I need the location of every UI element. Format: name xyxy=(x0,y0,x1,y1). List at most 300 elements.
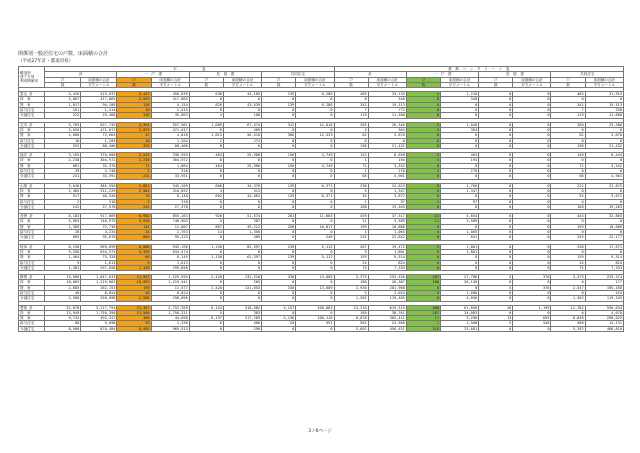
table-cell: 1 xyxy=(406,199,440,204)
column-unit-count: 数 xyxy=(45,82,81,87)
table-cell: 241 xyxy=(117,174,151,179)
table-cell: 0 xyxy=(479,163,513,168)
table-cell: 0 xyxy=(479,310,513,315)
table-cell: 142 xyxy=(334,153,368,158)
table-cell: 1,529,594 xyxy=(151,275,189,280)
table-cell: 6,137 xyxy=(189,316,223,321)
table-cell: 0 xyxy=(513,174,551,179)
table-cell: 0 xyxy=(513,97,551,102)
table-cell: 6,371 xyxy=(296,183,334,188)
table-cell: 0 xyxy=(585,97,623,102)
table-cell: 56,518 xyxy=(223,133,261,138)
table-cell: 2,485 xyxy=(45,188,81,193)
table-cell: 0 xyxy=(479,169,513,174)
table-cell: 4 xyxy=(334,230,368,235)
table-cell: 0 xyxy=(189,169,223,174)
table-cell: 0 xyxy=(551,219,585,224)
table-cell: 24 xyxy=(551,260,585,265)
usage-label: 持 家 xyxy=(20,158,31,163)
usage-label: 貸 家 xyxy=(20,133,31,138)
subgroup-header: 計 xyxy=(45,72,117,77)
table-cell: 0 xyxy=(513,249,551,254)
column-unit-count: 数 xyxy=(117,82,151,87)
table-cell: 168 xyxy=(334,204,368,209)
table-cell: 2,763 xyxy=(151,230,189,235)
table-cell: 258,098 xyxy=(151,296,189,301)
table-cell: 0 xyxy=(406,235,440,240)
table-cell: 9,732 xyxy=(45,316,81,321)
table-cell: 0 xyxy=(296,249,334,254)
table-cell: 9 xyxy=(334,249,368,254)
table-cell: 1,204 xyxy=(81,138,117,143)
usage-label: 分譲住宅 xyxy=(20,204,35,209)
table-cell: 1,389 xyxy=(45,224,81,229)
table-cell: 7 xyxy=(551,108,585,113)
table-cell: 2,588 xyxy=(45,296,81,301)
table-cell: 468,810 xyxy=(585,326,623,331)
table-cell: 627,745 xyxy=(81,122,117,127)
table-cell: 274 xyxy=(223,138,261,143)
table-cell: 71 xyxy=(117,163,151,168)
table-cell: 8,078 xyxy=(334,316,368,321)
prefecture-name: 静岡 xyxy=(20,275,28,280)
table-cell: 0 xyxy=(513,127,551,132)
table-cell: 0 xyxy=(585,127,623,132)
table-cell: 5 xyxy=(479,275,513,280)
table-cell: 4 xyxy=(406,230,440,235)
table-cell: 2,420 xyxy=(189,285,223,290)
table-cell: 119 xyxy=(551,113,585,118)
table-cell: 180 xyxy=(334,280,368,285)
table-cell: 318 xyxy=(151,169,189,174)
table-cell: 0 xyxy=(406,143,440,148)
table-cell: 1 xyxy=(406,321,440,326)
table-cell: 0 xyxy=(440,163,478,168)
table-cell: 95,223 xyxy=(151,235,189,240)
table-cell: 0 xyxy=(296,296,334,301)
table-cell: 19,203 xyxy=(368,204,406,209)
table-cell: 855,163 xyxy=(151,214,189,219)
table-cell: 0 xyxy=(406,108,440,113)
table-cell: 16 xyxy=(45,138,81,143)
table-cell: 44,696 xyxy=(151,316,189,321)
table-cell: 7 xyxy=(334,108,368,113)
table-cell: 80,406 xyxy=(81,143,117,148)
table-cell: 1,750,390 xyxy=(81,310,117,315)
table-cell: 330 xyxy=(262,285,296,290)
table-cell: 0 xyxy=(296,188,334,193)
usage-label: 給与住宅 xyxy=(20,321,35,326)
table-cell: 10,063 xyxy=(117,280,151,285)
table-cell: 0 xyxy=(551,97,585,102)
table-cell: 2,230 xyxy=(117,158,151,163)
table-cell: 6,145 xyxy=(151,255,189,260)
table-cell: 0 xyxy=(479,102,513,107)
table-cell: 12,957 xyxy=(117,275,151,280)
table-cell: 385,956 xyxy=(81,183,117,188)
table-cell: 0 xyxy=(262,127,296,132)
subgroup-header: 共同住宅 xyxy=(551,72,624,77)
table-cell: 0 xyxy=(513,290,551,295)
table-cell: 198 xyxy=(334,143,368,148)
table-cell: 376 xyxy=(513,285,551,290)
table-cell: 5 xyxy=(334,290,368,295)
usage-label: 持 家 xyxy=(20,97,31,102)
table-cell: 0 xyxy=(513,122,551,127)
table-cell: 0 xyxy=(513,255,551,260)
table-cell: 15,566 xyxy=(45,275,81,280)
table-cell: 0 xyxy=(551,230,585,235)
table-cell: 1,065 xyxy=(368,230,406,235)
table-cell: 1 xyxy=(406,158,440,163)
table-cell: 8,444 xyxy=(585,153,623,158)
table-cell: 139 xyxy=(262,244,296,249)
table-cell: 1,046 xyxy=(440,122,478,127)
table-cell: 5 xyxy=(189,310,223,315)
table-cell: 40 xyxy=(117,290,151,295)
table-cell: 0 xyxy=(262,260,296,265)
table-cell: 3 xyxy=(406,153,440,158)
table-cell: 0 xyxy=(406,224,440,229)
table-cell: 0 xyxy=(551,158,585,163)
table-cell: 5 xyxy=(189,219,223,224)
table-cell: 0 xyxy=(479,235,513,240)
table-cell: 318 xyxy=(117,113,151,118)
table-cell: 95,870 xyxy=(81,235,117,240)
table-cell: 0 xyxy=(189,143,223,148)
table-cell: 0 xyxy=(223,199,261,204)
table-cell: 464 xyxy=(440,153,478,158)
table-cell: 199 xyxy=(551,224,585,229)
table-cell: 0 xyxy=(262,230,296,235)
table-cell: 0 xyxy=(262,188,296,193)
table-cell: 330 xyxy=(262,275,296,280)
table-cell: 0 xyxy=(262,310,296,315)
table-cell: 317,269 xyxy=(223,316,261,321)
table-cell: 342 xyxy=(551,102,585,107)
table-cell: 5 xyxy=(479,321,513,326)
table-cell: 0 xyxy=(406,163,440,168)
table-cell: 156 xyxy=(262,153,296,158)
table-cell: 26,307 xyxy=(368,280,406,285)
usage-label: 計 xyxy=(29,305,33,310)
table-cell: 0 xyxy=(189,204,223,209)
table-cell: 0 xyxy=(223,265,261,270)
table-cell: 0 xyxy=(189,326,223,331)
table-cell: 35,803 xyxy=(151,113,189,118)
table-cell: 1,613 xyxy=(81,260,117,265)
column-unit-area: 平方メートル xyxy=(585,82,623,87)
table-cell: 8,183 xyxy=(45,214,81,219)
usage-label: 持 家 xyxy=(20,219,31,224)
table-cell: 194 xyxy=(368,158,406,163)
table-cell: 11,600 xyxy=(585,113,623,118)
table-cell: 258,098 xyxy=(81,296,117,301)
table-cell: 66 xyxy=(117,255,151,260)
table-cell: 187 xyxy=(406,310,440,315)
table-cell: 1,414 xyxy=(81,108,117,113)
table-cell: 0 xyxy=(513,219,551,224)
table-cell: 0 xyxy=(513,143,551,148)
table-cell: 0 xyxy=(513,194,551,199)
document-subtitle: （平成27年計・都道府県） xyxy=(18,59,74,64)
table-cell: 198 xyxy=(551,143,585,148)
table-cell: 0 xyxy=(513,163,551,168)
table-cell: 168 xyxy=(551,204,585,209)
table-cell: 1,195 xyxy=(513,305,551,310)
table-cell: 72 xyxy=(334,163,368,168)
table-cell: 0 xyxy=(479,153,513,158)
table-cell: 0 xyxy=(406,204,440,209)
table-cell: 387 xyxy=(223,219,261,224)
table-cell: 156 xyxy=(262,163,296,168)
table-cell: 270 xyxy=(368,169,406,174)
table-cell: 61,856 xyxy=(440,305,478,310)
table-cell: 4,901 xyxy=(368,174,406,179)
table-cell: 306 xyxy=(262,133,296,138)
column-unit-area: 平方メートル xyxy=(296,82,334,87)
table-cell: 965,513 xyxy=(151,326,189,331)
usage-label: 分譲住宅 xyxy=(20,265,35,270)
table-cell: 471,017 xyxy=(81,127,117,132)
prefecture-name: 長野 xyxy=(20,214,28,219)
table-cell: 1 xyxy=(334,158,368,163)
table-cell: 3,589 xyxy=(368,219,406,224)
table-cell: 0 xyxy=(479,224,513,229)
table-cell: 304,972 xyxy=(81,158,117,163)
table-cell: 34,083 xyxy=(440,310,478,315)
table-cell: 748,975 xyxy=(81,219,117,224)
table-cell: 5,112 xyxy=(296,255,334,260)
table-cell: 920 xyxy=(189,214,223,219)
table-cell: 75 xyxy=(334,265,368,270)
table-cell: 4,818 xyxy=(151,133,189,138)
table-cell: 119,485 xyxy=(368,296,406,301)
table-cell: 2,861 xyxy=(117,183,151,188)
table-cell: 139 xyxy=(262,183,296,188)
table-cell: 1,347 xyxy=(440,188,478,193)
table-cell: 26,346 xyxy=(368,122,406,127)
table-cell: 4,234 xyxy=(81,230,117,235)
table-cell: 313 xyxy=(223,188,261,193)
table-cell: 281 xyxy=(262,214,296,219)
table-cell: 0 xyxy=(296,230,334,235)
table-cell: 4,654 xyxy=(440,214,478,219)
table-cell: 6,024 xyxy=(81,290,117,295)
column-header-count: 戸 xyxy=(262,77,296,82)
usage-label: 持 家 xyxy=(20,280,31,285)
table-cell: 246 xyxy=(296,235,334,240)
table-cell: 0 xyxy=(479,296,513,301)
prefecture-name: 愛知 xyxy=(20,305,28,310)
usage-label: 給与住宅 xyxy=(20,230,35,235)
table-cell: 25,300 xyxy=(585,122,623,127)
table-cell: 0 xyxy=(551,199,585,204)
table-cell: 942,190 xyxy=(151,244,189,249)
table-cell: 0 xyxy=(262,326,296,331)
table-cell: 0 xyxy=(585,199,623,204)
table-cell: 12,782 xyxy=(551,305,585,310)
column-unit-count: 数 xyxy=(262,82,296,87)
subgroup-header: 長 屋 建 xyxy=(189,72,261,77)
usage-label: 持 家 xyxy=(20,127,31,132)
table-cell: 0 xyxy=(479,194,513,199)
table-cell: 75,328 xyxy=(81,255,117,260)
table-cell: 5,392 xyxy=(551,326,585,331)
table-cell: 0 xyxy=(551,280,585,285)
table-cell: 46,526 xyxy=(81,194,117,199)
table-cell: 0 xyxy=(223,260,261,265)
table-cell: 330 xyxy=(585,108,623,113)
table-cell: 5 xyxy=(406,122,440,127)
table-cell: 409 xyxy=(223,127,261,132)
table-cell: 0 xyxy=(440,255,478,260)
table-cell: 465 xyxy=(551,92,585,97)
table-cell: 17,671 xyxy=(585,244,623,249)
table-cell: 0 xyxy=(406,194,440,199)
table-cell: 26 xyxy=(45,230,81,235)
table-cell: 4,416 xyxy=(45,92,81,97)
table-cell: 0 xyxy=(440,138,478,143)
table-cell: 2,588 xyxy=(117,296,151,301)
table-cell: 417,865 xyxy=(81,97,117,102)
table-cell: 20 xyxy=(262,321,296,326)
table-cell: 2,230 xyxy=(45,158,81,163)
table-row xyxy=(19,326,624,331)
table-cell: 10,817 xyxy=(296,224,334,229)
table-cell: 0 xyxy=(223,108,261,113)
table-cell: 265 xyxy=(223,280,261,285)
table-cell: 681 xyxy=(45,163,81,168)
table-cell: 62 xyxy=(334,133,368,138)
table-cell: 195,458 xyxy=(585,285,623,290)
table-cell: 3,375 xyxy=(334,275,368,280)
column-unit-count: 数 xyxy=(479,82,513,87)
table-cell: 1,381 xyxy=(45,265,81,270)
table-cell: 94,109 xyxy=(81,102,117,107)
table-cell: 0 xyxy=(513,188,551,193)
table-cell: 14,131 xyxy=(585,321,623,326)
column-unit-count: 数 xyxy=(334,82,368,87)
table-cell: 3,290 xyxy=(440,316,478,321)
table-cell: 8 xyxy=(406,183,440,188)
column-unit-area: 平方メートル xyxy=(223,82,261,87)
table-cell: 1,089 xyxy=(189,122,223,127)
table-cell: 33,591 xyxy=(151,174,189,179)
table-cell: 0 xyxy=(189,265,223,270)
table-cell: 1,600 xyxy=(440,290,478,295)
table-cell: 38,761 xyxy=(368,310,406,315)
table-cell: 0 xyxy=(262,108,296,113)
table-cell: 0 xyxy=(296,174,334,179)
table-cell: 805 xyxy=(117,235,151,240)
table-cell: 867 xyxy=(189,224,223,229)
table-cell: 0 xyxy=(406,113,440,118)
table-cell: 2 xyxy=(117,169,151,174)
table-cell: 0 xyxy=(406,296,440,301)
table-cell: 325 xyxy=(117,143,151,148)
table-cell: 189 xyxy=(334,310,368,315)
table-cell: 1,017 xyxy=(45,102,81,107)
table-cell: 0 xyxy=(513,92,551,97)
column-unit-area: 平方メートル xyxy=(81,82,117,87)
table-cell: 17 xyxy=(406,316,440,321)
table-cell: 27,578 xyxy=(81,204,117,209)
table-cell: 26,130 xyxy=(440,280,478,285)
table-cell: 0 xyxy=(479,326,513,331)
table-cell: 606 xyxy=(189,183,223,188)
table-cell: 80,406 xyxy=(151,143,189,148)
usage-label: 貸 家 xyxy=(20,194,31,199)
table-cell: 0 xyxy=(223,143,261,148)
usage-label: 給与住宅 xyxy=(20,138,35,143)
table-cell: 1,760 xyxy=(440,183,478,188)
table-cell: 68 xyxy=(334,174,368,179)
group-header-wood: 木 造 xyxy=(45,67,334,72)
table-cell: 0 xyxy=(585,138,623,143)
table-cell: 408 xyxy=(406,305,440,310)
table-cell: 2,525 xyxy=(117,153,151,158)
usage-label: 持 家 xyxy=(20,188,31,193)
table-cell: 0 xyxy=(296,158,334,163)
table-cell: 417,865 xyxy=(151,97,189,102)
table-cell: 0 xyxy=(406,102,440,107)
table-cell: 0 xyxy=(479,143,513,148)
table-cell: 0 xyxy=(479,183,513,188)
table-cell: 1 xyxy=(334,199,368,204)
table-cell: 270 xyxy=(440,169,478,174)
table-cell: 0 xyxy=(479,97,513,102)
table-cell: 6,880 xyxy=(117,244,151,249)
table-cell: 299,858 xyxy=(151,265,189,270)
table-cell: 101 xyxy=(45,108,81,113)
table-cell: 4,364 xyxy=(117,122,151,127)
table-cell: 3,589 xyxy=(440,219,478,224)
table-cell: 336,955 xyxy=(151,153,189,158)
table-cell: 1,801 xyxy=(368,249,406,254)
table-cell: 49,212 xyxy=(223,224,261,229)
table-cell: 3,059 xyxy=(117,97,151,102)
table-cell: 3,542 xyxy=(368,163,406,168)
usage-label: 貸 家 xyxy=(20,285,31,290)
table-cell: 7,333 xyxy=(368,265,406,270)
table-cell: 258 xyxy=(262,224,296,229)
table-cell: 0 xyxy=(440,143,478,148)
table-cell: 0 xyxy=(479,122,513,127)
table-cell: 3,029 xyxy=(117,127,151,132)
table-cell: 0 xyxy=(513,204,551,209)
table-cell: 0 xyxy=(479,158,513,163)
table-cell: 199 xyxy=(334,224,368,229)
table-cell: 245 xyxy=(334,235,368,240)
table-cell: 0 xyxy=(296,127,334,132)
table-cell: 4 xyxy=(334,127,368,132)
table-cell: 591 xyxy=(296,321,334,326)
corner-label-building: 建て方別 xyxy=(20,74,35,79)
table-cell: 4,154 xyxy=(151,102,189,107)
usage-label: 貸 家 xyxy=(20,224,31,229)
table-cell: 298,025 xyxy=(585,316,623,321)
table-cell: 5,602 xyxy=(334,326,368,331)
table-cell: 0 xyxy=(440,204,478,209)
table-cell: 634,574 xyxy=(151,249,189,254)
corner-label-usage: 利用関係別 xyxy=(20,79,38,84)
table-cell: 302,411 xyxy=(368,316,406,321)
table-cell: 32,376 xyxy=(81,163,117,168)
usage-label: 給与住宅 xyxy=(20,260,35,265)
table-cell: 0 xyxy=(551,249,585,254)
table-cell: 841 xyxy=(440,235,478,240)
